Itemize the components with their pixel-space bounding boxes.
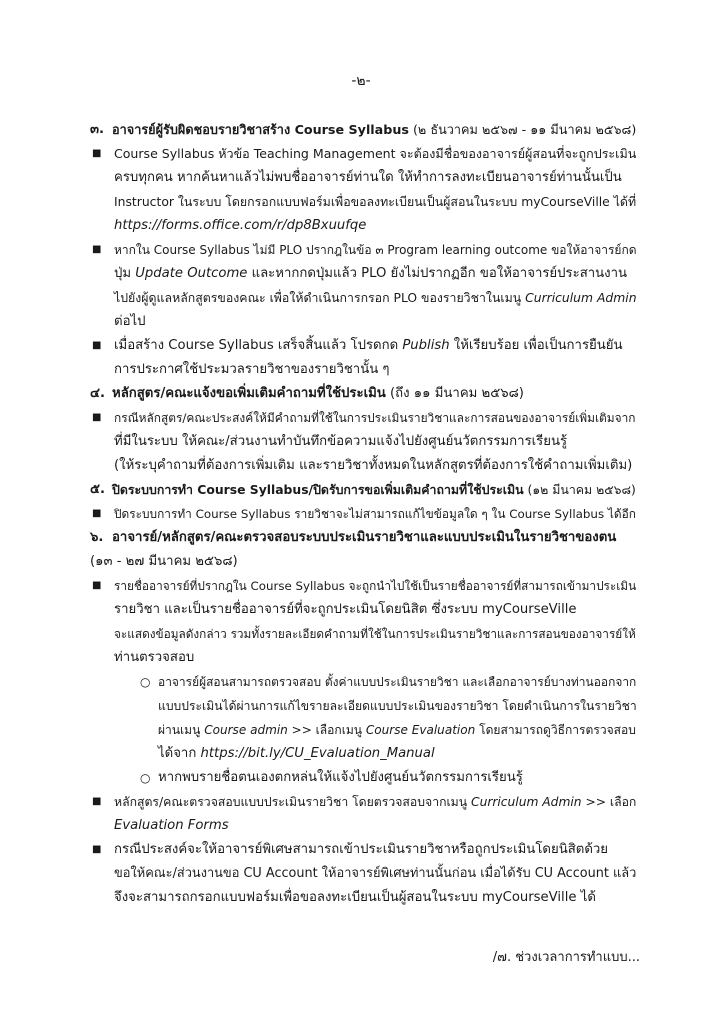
curriculum-admin-term: Curriculum Admin bbox=[471, 795, 582, 809]
forms-link[interactable]: https://forms.office.com/r/dp8Bxuufqe bbox=[114, 218, 367, 233]
s4-b1-line1: กรณีหลักสูตร/คณะประสงค์ให้มีคำถามที่ใช้ในการประเมินรายวิชาและการสอนของอาจารย์เพิ่มเติมจาก bbox=[114, 411, 636, 425]
s6-b3-line3: จึงจะสามารถกรอกแบบฟอร์มเพื่อขอลงทะเบียนเป็นผู้สอนในระบบ myCourseVille ได้ bbox=[114, 890, 596, 905]
bullet-icon: ■ bbox=[92, 148, 102, 159]
course-admin-term: Course admin >> bbox=[204, 723, 312, 737]
circle-bullet-icon: ○ bbox=[140, 675, 151, 689]
section-6-number: ๖. bbox=[90, 530, 104, 545]
s6-b1-line1: รายชื่ออาจารย์ที่ปรากฎใน Course Syllabus จะถูกนำไปใช้เป็นรายชื่ออาจารย์ที่สามารถเข้ามาประเมิน bbox=[114, 579, 637, 593]
s6-b1-line4: ท่านตรวจสอบ bbox=[114, 650, 195, 665]
s6-b2-line1: หลักสูตร/คณะตรวจสอบแบบประเมินรายวิชา โดยตรวจสอบจากเมนู Curriculum Admin >> เลือก bbox=[114, 795, 637, 809]
s4-b1-line2: ที่มีในระบบ ให้คณะ/ส่วนงานทำบันทึกข้อความแจ้งไปยังศูนย์นวัตกรรมการเรียนรู้ bbox=[114, 434, 568, 449]
s5-b1-line1: ปิดระบบการทำ Course Syllabus รายวิชาจะไม่สามารถแก้ไขข้อมูลใด ๆ ใน Course Syllabus ได้อีก bbox=[114, 507, 636, 521]
s3-b3-line1: เมื่อสร้าง Course Syllabus เสร็จสิ้นแล้ว โปรดกด Publish ให้เรียบร้อย เพื่อเป็นการยืนยัน bbox=[114, 338, 623, 353]
s3-b2-line2: ปุ่ม Update Outcome และหากกดปุ่มแล้ว PLO ยังไม่ปรากฏอีก ขอให้อาจารย์ประสานงาน bbox=[114, 266, 628, 281]
bullet-icon: ■ bbox=[92, 844, 102, 855]
section-6-title: อาจารย์/หลักสูตร/คณะตรวจสอบระบบประเมินรายวิชาและแบบประเมินในรายวิชาของตน bbox=[112, 530, 617, 545]
evaluation-forms-term: Evaluation Forms bbox=[114, 818, 229, 833]
bullet-icon: ■ bbox=[92, 796, 102, 807]
s3-b1-line1: Course Syllabus หัวข้อ Teaching Management จะต้องมีชื่อของอาจารย์ผู้สอนที่จะถูกประเมิน bbox=[114, 146, 637, 161]
s3-b2-line4: ต่อไป bbox=[114, 314, 146, 329]
section-4-date: (ถึง ๑๑ มีนาคม ๒๕๖๘) bbox=[385, 386, 524, 401]
section-4-heading bbox=[112, 382, 524, 406]
s3-b1-line3: Instructor ในระบบ โดยกรอกแบบฟอร์มเพื่อขอลงทะเบียนเป็นผู้สอนในระบบ myCourseVille ได้ที่ bbox=[114, 195, 637, 209]
section-4-title: หลักสูตร/คณะแจ้งขอเพิ่มเติมคำถามที่ใช้ประเมิน bbox=[112, 386, 386, 401]
evaluation-manual-link[interactable]: https://bit.ly/CU_Evaluation_Manual bbox=[200, 746, 435, 761]
bullet-icon: ■ bbox=[92, 580, 102, 591]
s6-sub1-line4: ได้จาก https://bit.ly/CU_Evaluation_Manual bbox=[158, 746, 435, 761]
s3-b1-line2: ครบทุกคน หากค้นหาแล้วไม่พบชื่ออาจารย์ท่านใด ให้ทำการลงทะเบียนอาจารย์ท่านนั้นเป็น bbox=[114, 170, 622, 185]
section-3-title: อาจารย์ผู้รับผิดชอบรายวิชาสร้าง Course Syllabus bbox=[112, 122, 409, 137]
section-6-date: (๑๓ - ๒๗ มีนาคม ๒๕๖๘) bbox=[90, 554, 238, 569]
publish-term: Publish bbox=[402, 338, 450, 353]
page-number: -๒- bbox=[351, 73, 371, 89]
section-5-title: ปิดระบบการทำ Course Syllabus/ปิดรับการขอเพิ่มเติมคำถามที่ใช้ประเมิน bbox=[112, 483, 524, 497]
bullet-icon: ■ bbox=[92, 412, 102, 423]
circle-bullet-icon: ○ bbox=[140, 771, 151, 785]
section-3-date: (๒ ธันวาคม ๒๕๖๗ - ๑๑ มีนาคม ๒๕๖๘) bbox=[408, 122, 637, 137]
bullet-icon: ■ bbox=[92, 508, 102, 519]
section-3-number: ๓. bbox=[90, 122, 105, 137]
curriculum-admin-term: Curriculum Admin bbox=[525, 291, 637, 305]
s6-sub1-line3: ผ่านเมนู Course admin >> เลือกเมนู Course Evaluation โดยสามารถดูวิธีการตรวจสอบ bbox=[158, 723, 636, 737]
section-5-heading bbox=[112, 478, 636, 502]
s6-sub1-line2: แบบประเมินได้ผ่านการแก้ไขรายละเอียดแบบประเมินของรายวิชา โดยดำเนินการในรายวิชา bbox=[158, 699, 637, 713]
s6-sub2-line1: หากพบรายชื่อตนเองตกหล่นให้แจ้งไปยังศูนย์นวัตกรรมการเรียนรู้ bbox=[158, 770, 523, 785]
s3-b2-line3: ไปยังผู้ดูแลหลักสูตรของคณะ เพื่อให้ดำเนินการกรอก PLO ของรายวิชาในเมนู Curriculum Admin bbox=[114, 291, 637, 305]
continuation-footer: /๗. ช่วงเวลาการทำแบบ... bbox=[492, 950, 640, 965]
s6-b1-line2: รายวิชา และเป็นรายชื่ออาจารย์ที่จะถูกประเมินโดยนิสิต ซึ่งระบบ myCourseVille bbox=[114, 602, 577, 617]
section-4-number: ๔. bbox=[90, 386, 105, 401]
section-5-number: ๕. bbox=[90, 482, 105, 497]
s6-b3-line1: กรณีประสงค์จะให้อาจารย์พิเศษสามารถเข้าประเมินรายวิชาหรือถูกประเมินโดยนิสิตด้วย bbox=[114, 842, 609, 857]
s6-sub1-line1: อาจารย์ผู้สอนสามารถตรวจสอบ ตั้งค่าแบบประเมินรายวิชา และเลือกอาจารย์บางท่านออกจาก bbox=[158, 675, 637, 689]
s6-b3-line2: ขอให้คณะ/ส่วนงานขอ CU Account ให้อาจารย์พิเศษท่านนั้นก่อน เมื่อได้รับ CU Account แล้ว bbox=[114, 866, 637, 881]
section-5-date: (๑๒ มีนาคม ๒๕๖๘) bbox=[523, 483, 636, 497]
s3-b3-line2: การประกาศใช้ประมวลรายวิชาของรายวิชานั้น ๆ bbox=[114, 362, 390, 377]
course-evaluation-term: Course Evaluation bbox=[365, 723, 476, 737]
update-outcome-term: Update Outcome bbox=[135, 266, 248, 281]
section-3-heading bbox=[112, 118, 636, 142]
s3-b2-line1: หากใน Course Syllabus ไม่มี PLO ปรากฎในข้อ ๓ Program learning outcome ขอให้อาจารย์กด bbox=[114, 243, 637, 257]
bullet-icon: ■ bbox=[92, 244, 102, 255]
s6-b1-line3: จะแสดงข้อมูลดังกล่าว รวมทั้งรายละเอียดคำถามที่ใช้ในการประเมินรายวิชาและการสอนของอาจารย์ให้ bbox=[114, 627, 636, 641]
bullet-icon: ■ bbox=[92, 340, 102, 351]
s4-b1-line3: (ให้ระบุคำถามที่ต้องการเพิ่มเติม และรายวิชาทั้งหมดในหลักสูตรที่ต้องการใช้คำถามเพิ่มเติม) bbox=[114, 458, 633, 473]
